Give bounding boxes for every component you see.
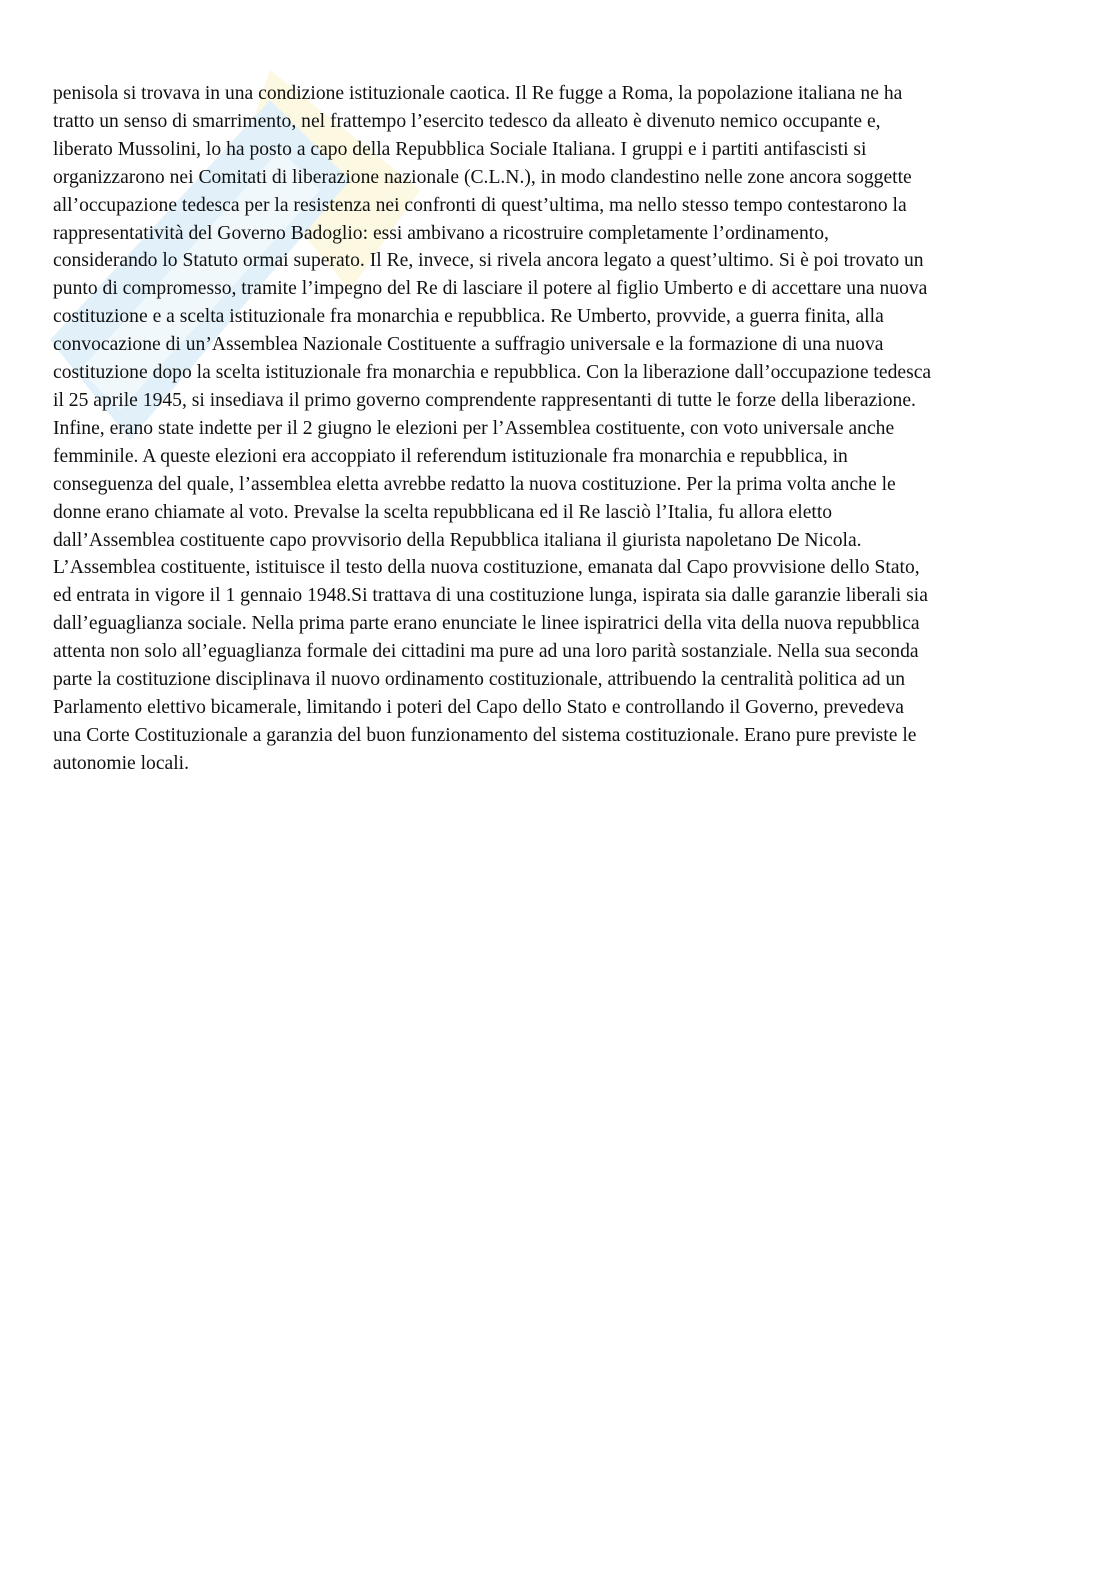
text-line: dall’eguaglianza sociale. Nella prima parte erano enunciate le linee ispiratrici della vita della nuova repubblica — [53, 613, 920, 635]
text-line: L’Assemblea costituente, istituisce il testo della nuova costituzione, emanata dal Capo provvisione dello Stato, — [53, 557, 920, 579]
document-body-text — [53, 80, 1063, 778]
text-line: ed entrata in vigore il 1 gennaio 1948.Si trattava di una costituzione lunga, ispirata sia dalle garanzie liberali sia — [53, 585, 928, 607]
text-line: una Corte Costituzionale a garanzia del buon funzionamento del sistema costituzionale. Erano pure previste le — [53, 724, 917, 746]
text-line: punto di compromesso, tramite l’impegno del Re di lasciare il potere al figlio Umberto e di accettare una nuova — [53, 278, 928, 300]
text-line: rappresentatività del Governo Badoglio: essi ambivano a ricostruire completamente l’ordinamento, — [53, 222, 829, 244]
text-line: all’occupazione tedesca per la resistenza nei confronti di quest’ultima, ma nello stesso tempo contestarono la — [53, 194, 907, 216]
text-line: liberato Mussolini, lo ha posto a capo della Repubblica Sociale Italiana. I gruppi e i partiti antifascisti si — [53, 138, 867, 160]
text-line: femminile. A queste elezioni era accoppiato il referendum istituzionale fra monarchia e repubblica, in — [53, 445, 848, 467]
text-line: costituzione e a scelta istituzionale fra monarchia e repubblica. Re Umberto, provvide, a guerra finita, alla — [53, 306, 884, 328]
text-line: parte la costituzione disciplinava il nuovo ordinamento costituzionale, attribuendo la centralità politica ad un — [53, 669, 906, 691]
text-line: convocazione di un’Assemblea Nazionale Costituente a suffragio universale e la formazione di una nuova — [53, 334, 884, 356]
text-line: tratto un senso di smarrimento, nel frattempo l’esercito tedesco da alleato è divenuto nemico occupante e, — [53, 110, 881, 132]
text-line: donne erano chiamate al voto. Prevalse la scelta repubblicana ed il Re lasciò l’Italia, fu allora eletto — [53, 501, 833, 523]
text-line: conseguenza del quale, l’assemblea eletta avrebbe redatto la nuova costituzione. Per la prima volta anche le — [53, 473, 896, 495]
text-line: il 25 aprile 1945, si insediava il primo governo comprendente rappresentanti di tutte le forze della liberazione. — [53, 389, 916, 411]
text-line: Parlamento elettivo bicamerale, limitando i poteri del Capo dello Stato e controllando il Governo, prevedeva — [53, 696, 904, 718]
text-line: organizzarono nei Comitati di liberazione nazionale (C.L.N.), in modo clandestino nelle zone ancora soggette — [53, 166, 912, 188]
text-line: Infine, erano state indette per il 2 giugno le elezioni per l’Assemblea costituente, con voto universale anche — [53, 417, 895, 439]
text-line: dall’Assemblea costituente capo provvisorio della Repubblica italiana il giurista napoletano De Nicola. — [53, 529, 862, 551]
text-line: autonomie locali. — [53, 752, 190, 774]
text-line: attenta non solo all’eguaglianza formale dei cittadini ma pure ad una loro parità sostanziale. Nella sua seconda — [53, 641, 919, 663]
text-line: costituzione dopo la scelta istituzionale fra monarchia e repubblica. Con la liberazione dall’occupazione tedesca — [53, 362, 932, 384]
text-line: penisola si trovava in una condizione istituzionale caotica. Il Re fugge a Roma, la popolazione italiana ne ha — [53, 83, 903, 104]
text-line: considerando lo Statuto ormai superato. Il Re, invece, si rivela ancora legato a quest’ultimo. Si è poi trovato un — [53, 250, 924, 272]
